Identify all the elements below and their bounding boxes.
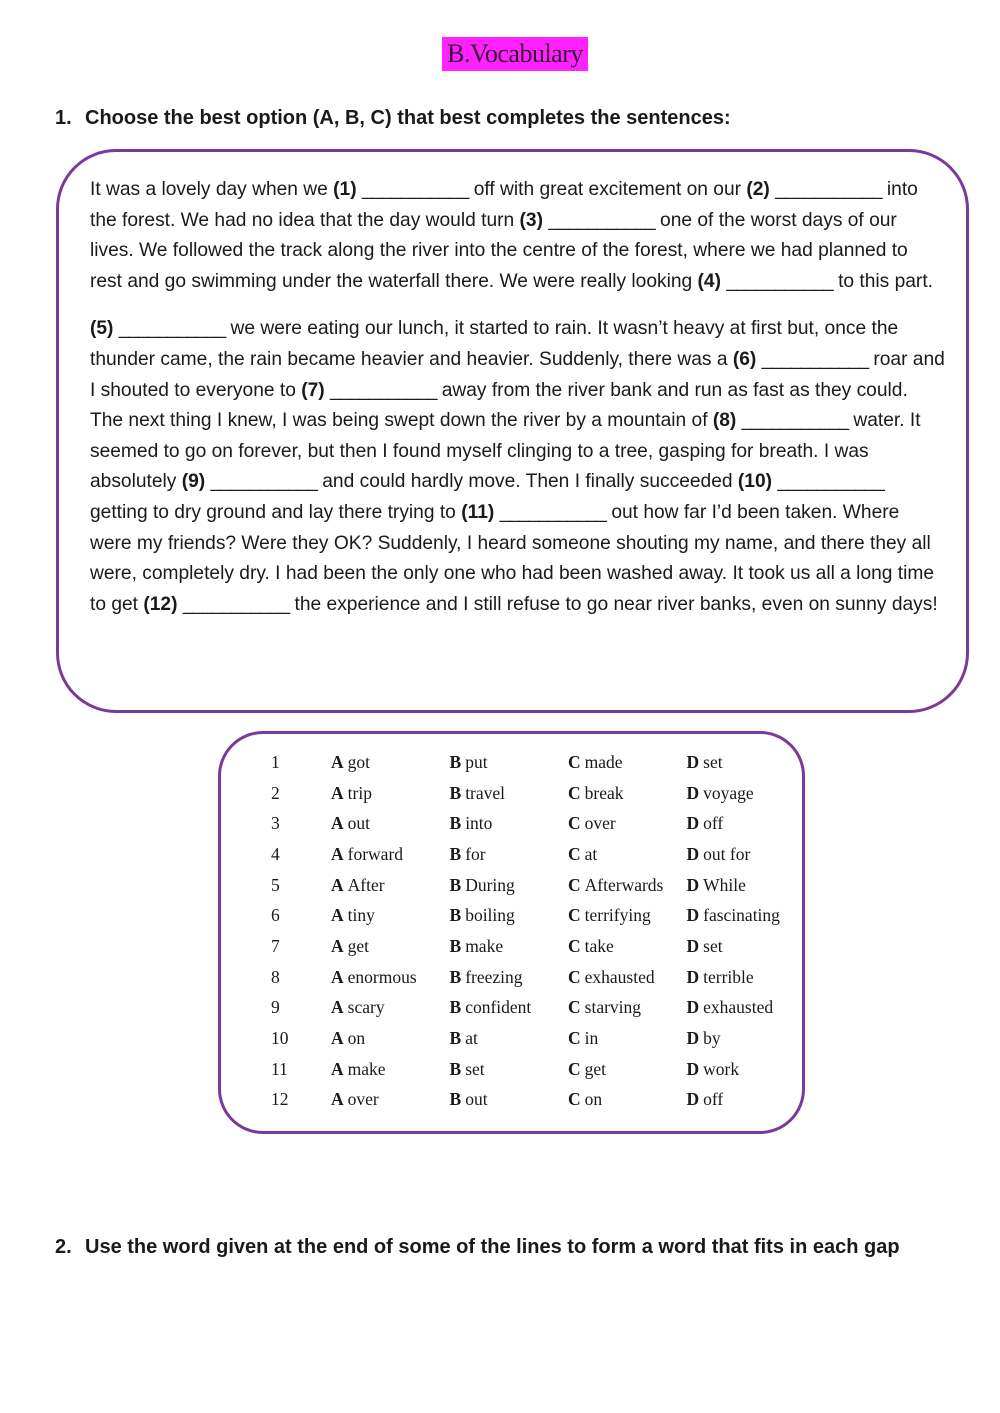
option-letter: B [449, 843, 462, 864]
option-letter: C [568, 1058, 581, 1079]
option-row [271, 1023, 787, 1054]
option-row [271, 747, 787, 778]
gap-blank: ___________ [361, 179, 469, 200]
option-row [271, 931, 787, 962]
gap-blank: ___________ [182, 593, 290, 615]
option-c [568, 808, 687, 839]
option-c [568, 1023, 687, 1054]
option-a [331, 870, 450, 901]
gap-number: (6) [732, 348, 757, 370]
option-word: got [347, 751, 371, 772]
option-word: Afterwards [584, 874, 664, 895]
option-c [568, 747, 687, 778]
option-letter: B [449, 997, 462, 1018]
option-letter: D [686, 874, 700, 895]
option-word: terrible [703, 966, 754, 987]
option-letter: D [686, 1058, 700, 1079]
option-row-number: 10 [271, 1028, 289, 1049]
option-b [450, 747, 569, 778]
option-row-number: 8 [271, 966, 280, 987]
passage-text: and could hardly move. Then I finally succeeded [316, 471, 738, 493]
passage-text: roar and I shouted to everyone to [90, 348, 945, 401]
option-row-number: 6 [271, 905, 280, 926]
gap-blank: ___________ [499, 501, 606, 523]
option-word: over [347, 1089, 379, 1110]
option-word: get [584, 1058, 607, 1079]
option-letter: D [686, 1089, 700, 1110]
option-b [450, 931, 569, 962]
option-letter: A [331, 782, 344, 803]
option-letter: B [449, 966, 462, 987]
gap-blank: ___________ [210, 471, 317, 493]
option-word: at [465, 1028, 478, 1049]
option-row [271, 1085, 787, 1116]
option-letter: C [568, 905, 581, 926]
cloze-passage [90, 175, 945, 620]
passage-paragraph-2 [90, 314, 945, 620]
option-word: enormous [347, 966, 417, 987]
option-c [568, 839, 687, 870]
option-c [568, 1054, 687, 1085]
gap-number: (5) [90, 318, 114, 340]
option-b [450, 1023, 569, 1054]
question-1-number: 1. [55, 107, 72, 129]
gap-number: (8) [712, 410, 737, 432]
option-row-number: 9 [271, 997, 280, 1018]
option-d [687, 931, 787, 962]
option-word: tiny [347, 905, 375, 926]
option-word: terrifying [584, 905, 651, 926]
option-b [450, 1054, 569, 1085]
option-letter: C [568, 751, 581, 772]
option-a [331, 1054, 450, 1085]
option-c [568, 900, 687, 931]
gap-number: (7) [301, 379, 325, 401]
option-row-number: 2 [271, 782, 280, 803]
gap-number: (4) [697, 270, 721, 292]
option-word: out for [703, 843, 751, 864]
passage-paragraph-1 [90, 175, 945, 297]
option-word: trip [347, 782, 372, 803]
option-word: travel [465, 782, 506, 803]
option-b [450, 778, 569, 809]
option-letter: A [331, 997, 344, 1018]
option-b [450, 808, 569, 839]
option-a [331, 900, 450, 931]
gap-blank: ___________ [761, 348, 869, 370]
gap-blank: ___________ [548, 209, 655, 231]
option-word: fascinating [703, 905, 780, 926]
option-letter: B [449, 1089, 462, 1110]
option-word: forward [347, 843, 404, 864]
option-c [568, 993, 687, 1024]
option-d [687, 993, 787, 1024]
option-row-number: 3 [271, 813, 280, 834]
question-1-heading [55, 107, 731, 130]
option-a [331, 778, 450, 809]
options-table [271, 747, 787, 1115]
option-row-number: 4 [271, 843, 280, 864]
option-b [450, 1085, 569, 1116]
option-letter: B [449, 1028, 462, 1049]
option-letter: A [331, 1028, 344, 1049]
option-a [331, 839, 450, 870]
option-word: starving [584, 997, 642, 1018]
option-letter: B [449, 782, 462, 803]
option-letter: C [568, 874, 581, 895]
option-letter: D [686, 843, 700, 864]
option-letter: D [686, 813, 700, 834]
option-word: get [347, 935, 370, 956]
option-word: over [584, 813, 616, 834]
option-letter: C [568, 843, 581, 864]
option-word: boiling [465, 905, 515, 926]
option-c [568, 1085, 687, 1116]
option-word: scary [347, 997, 385, 1018]
option-word: put [465, 751, 488, 772]
option-row-number: 1 [271, 751, 280, 772]
option-letter: D [686, 905, 700, 926]
gap-number: (3) [519, 209, 543, 231]
option-word: in [584, 1028, 599, 1049]
option-letter: C [568, 935, 581, 956]
option-row-number: 12 [271, 1089, 289, 1110]
option-a [331, 808, 450, 839]
option-a [331, 747, 450, 778]
gap-blank: ___________ [775, 179, 882, 200]
option-word: set [703, 751, 723, 772]
question-2-number: 2. [55, 1236, 72, 1258]
option-row [271, 1054, 787, 1085]
gap-number: (11) [461, 501, 495, 523]
option-word: make [347, 1058, 386, 1079]
gap-number: (1) [333, 179, 357, 200]
gap-number: (2) [746, 179, 770, 200]
option-letter: C [568, 1028, 581, 1049]
passage-text: to this part. [832, 270, 933, 292]
option-c [568, 778, 687, 809]
option-letter: C [568, 813, 581, 834]
option-letter: A [331, 751, 344, 772]
gap-number: (9) [181, 471, 206, 493]
option-letter: B [449, 874, 462, 895]
option-d [687, 1023, 787, 1054]
question-1-instruction: Choose the best option (A, B, C) that best completes the sentences: [85, 107, 731, 129]
option-letter: C [568, 1089, 581, 1110]
option-d [687, 962, 787, 993]
option-letter: C [568, 966, 581, 987]
option-word: out [465, 1089, 488, 1110]
option-row [271, 808, 787, 839]
section-title: B.Vocabulary [442, 37, 588, 71]
option-c [568, 931, 687, 962]
option-row-number: 7 [271, 935, 280, 956]
option-letter: B [449, 935, 462, 956]
option-letter: B [449, 905, 462, 926]
passage-text: out how far I’d been taken. Where were my friends? Were they OK? Suddenly, I heard someone shouting my name, and there they all were, completely dry. I had been the only one who had been washed away. It took us all a long time to get [90, 501, 935, 615]
option-letter: A [331, 874, 344, 895]
option-d [687, 900, 787, 931]
option-b [450, 993, 569, 1024]
option-word: made [584, 751, 623, 772]
option-word: set [465, 1058, 485, 1079]
gap-blank: ___________ [726, 270, 833, 292]
option-row-number: 11 [271, 1058, 288, 1079]
option-letter: A [331, 966, 344, 987]
option-word: set [703, 935, 723, 956]
gap-number: (12) [143, 593, 178, 615]
option-word: take [584, 935, 614, 956]
option-word: voyage [703, 782, 754, 803]
option-b [450, 839, 569, 870]
option-a [331, 931, 450, 962]
option-row [271, 778, 787, 809]
option-row [271, 839, 787, 870]
option-letter: C [568, 997, 581, 1018]
option-letter: A [331, 1058, 344, 1079]
option-word: After [347, 874, 385, 895]
option-d [687, 1085, 787, 1116]
option-row [271, 962, 787, 993]
option-word: exhausted [584, 966, 655, 987]
question-2-instruction: Use the word given at the end of some of the lines to form a word that fits in each gap [85, 1236, 900, 1258]
question-2-heading [55, 1236, 900, 1259]
option-word: out [347, 813, 371, 834]
option-row [271, 993, 787, 1024]
option-letter: B [449, 1058, 462, 1079]
option-word: off [703, 1089, 724, 1110]
option-c [568, 870, 687, 901]
gap-number: (10) [737, 471, 773, 493]
option-letter: A [331, 843, 344, 864]
gap-blank: ___________ [741, 410, 849, 432]
option-letter: D [686, 751, 700, 772]
option-letter: D [686, 997, 700, 1018]
option-letter: D [686, 1028, 700, 1049]
option-a [331, 1085, 450, 1116]
option-d [687, 1054, 787, 1085]
option-word: by [703, 1028, 721, 1049]
passage-text: away from the river bank and run as fast as they could. The next thing I knew, I was being swept down the river by a mountain of [90, 379, 908, 432]
gap-blank: ___________ [777, 471, 884, 493]
gap-blank: ___________ [330, 379, 437, 401]
option-d [687, 778, 787, 809]
gap-blank: ___________ [118, 318, 226, 340]
passage-text: water. It seemed to go on forever, but then I found myself clinging to a tree, gasping for breath. I was absolutely [90, 410, 921, 493]
option-word: at [584, 843, 598, 864]
option-word: off [703, 813, 724, 834]
option-b [450, 900, 569, 931]
option-d [687, 839, 787, 870]
option-row [271, 900, 787, 931]
option-letter: D [686, 966, 700, 987]
option-letter: A [331, 1089, 344, 1110]
option-letter: D [686, 935, 700, 956]
option-word: During [465, 874, 515, 895]
option-word: While [703, 874, 746, 895]
passage-text: It was a lovely day when we [90, 179, 334, 200]
option-row [271, 870, 787, 901]
option-letter: D [686, 782, 700, 803]
option-word: confident [465, 997, 532, 1018]
option-d [687, 808, 787, 839]
option-c [568, 962, 687, 993]
option-letter: B [449, 813, 462, 834]
option-letter: B [449, 751, 462, 772]
passage-text: getting to dry ground and lay there trying to [90, 501, 462, 523]
option-letter: A [331, 935, 344, 956]
option-d [687, 870, 787, 901]
passage-text: we were eating our lunch, it started to rain. It wasn’t heavy at first but, once the thunder came, the rain became heavier and heavier. Suddenly, there was a [90, 318, 899, 370]
option-word: freezing [465, 966, 523, 987]
passage-text: into the forest. We had no idea that the day would turn [90, 179, 918, 231]
option-letter: A [331, 813, 344, 834]
option-d [687, 747, 787, 778]
option-word: on [584, 1089, 603, 1110]
option-word: break [584, 782, 624, 803]
option-b [450, 870, 569, 901]
passage-text: off with great excitement on our [468, 179, 747, 200]
option-word: exhausted [703, 997, 774, 1018]
option-word: on [347, 1028, 366, 1049]
option-row-number: 5 [271, 874, 280, 895]
passage-text: the experience and I still refuse to go near river banks, even on sunny days! [289, 593, 938, 615]
option-word: work [703, 1058, 740, 1079]
passage-text: one of the worst days of our lives. We followed the track along the river into the centre of the forest, where we had planned to rest and go swimming under the waterfall there. We were really looking [90, 209, 908, 292]
option-a [331, 993, 450, 1024]
option-letter: C [568, 782, 581, 803]
option-word: for [465, 843, 486, 864]
option-word: make [465, 935, 504, 956]
option-a [331, 1023, 450, 1054]
option-b [450, 962, 569, 993]
option-word: into [465, 813, 493, 834]
option-a [331, 962, 450, 993]
option-letter: A [331, 905, 344, 926]
